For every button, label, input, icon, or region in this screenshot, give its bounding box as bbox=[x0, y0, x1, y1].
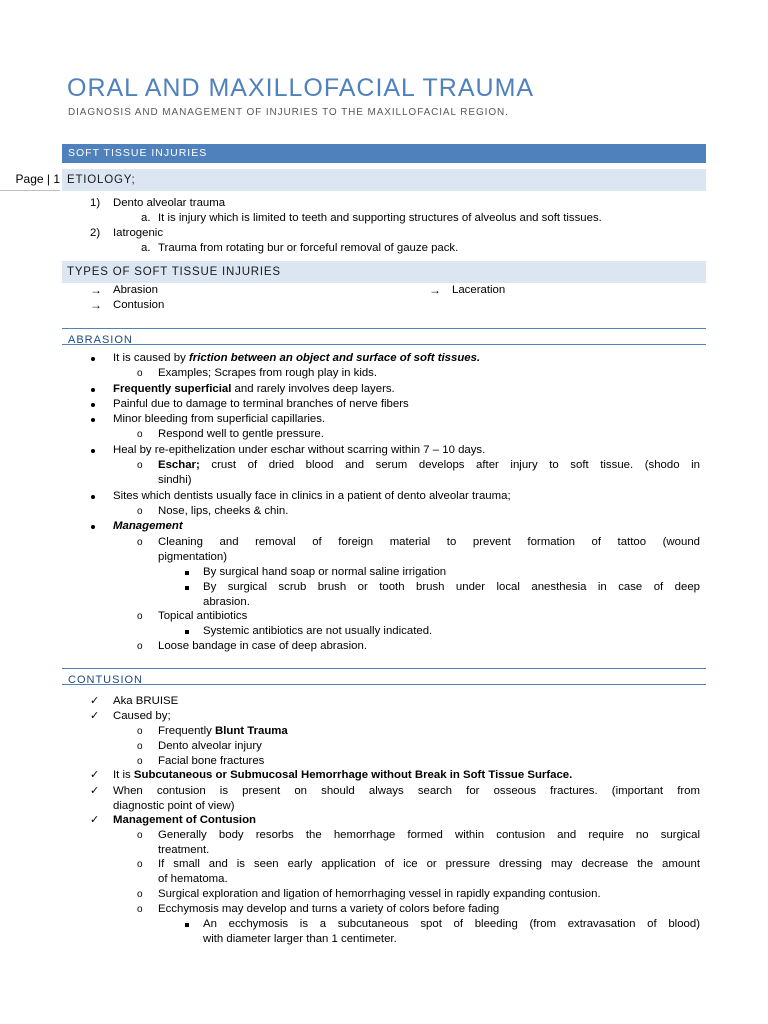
bullet-icon bbox=[91, 495, 95, 499]
page-number-label: Page | 1 bbox=[0, 167, 60, 191]
etiology-heading: ETIOLOGY; bbox=[62, 169, 706, 191]
circle-bullet-icon: o bbox=[137, 506, 143, 517]
square-bullet-icon bbox=[185, 586, 189, 590]
type-item-laceration: Laceration bbox=[452, 284, 506, 296]
square-bullet-icon bbox=[185, 923, 189, 927]
bullet-icon bbox=[91, 388, 95, 392]
contusion-ecchymosis-definition-cont: with diameter larger than 1 centimeter. bbox=[203, 933, 397, 945]
circle-bullet-icon: o bbox=[137, 537, 143, 548]
circle-bullet-icon: o bbox=[137, 741, 143, 752]
contusion-cause-dento: Dento alveolar injury bbox=[158, 740, 262, 752]
abrasion-bandage: Loose bandage in case of deep abrasion. bbox=[158, 640, 367, 652]
contusion-ice: If small and is seen early application of ice or pressure dressing may decrease the amount bbox=[158, 858, 700, 870]
contusion-management-heading: Management of Contusion bbox=[113, 814, 257, 826]
abrasion-sites-list: Nose, lips, cheeks & chin. bbox=[158, 505, 289, 517]
check-icon: ✓ bbox=[90, 769, 100, 781]
abrasion-painful: Painful due to damage to terminal branches of nerve fibers bbox=[113, 398, 409, 410]
circle-bullet-icon: o bbox=[137, 756, 143, 767]
etiology-subitem-dento-definition: It is injury which is limited to teeth and supporting structures of alveolus and soft tissues. bbox=[158, 212, 602, 224]
check-icon: ✓ bbox=[90, 710, 100, 722]
circle-bullet-icon: o bbox=[137, 460, 143, 471]
circle-bullet-icon: o bbox=[137, 889, 143, 900]
etiology-subitem-iatrogenic-definition: Trauma from rotating bur or forceful removal of gauze pack. bbox=[158, 242, 459, 254]
abrasion-heal: Heal by re-epithelization under eschar without scarring within 7 – 10 days. bbox=[113, 444, 486, 456]
abrasion-cleaning-cont: pigmentation) bbox=[158, 551, 228, 563]
circle-bullet-icon: o bbox=[137, 904, 143, 915]
list-letter: a. bbox=[141, 242, 151, 254]
circle-bullet-icon: o bbox=[137, 859, 143, 870]
circle-bullet-icon: o bbox=[137, 726, 143, 737]
section-heading-soft-tissue-injuries: SOFT TISSUE INJURIES bbox=[62, 144, 706, 163]
abrasion-examples: Examples; Scrapes from rough play in kids. bbox=[158, 367, 378, 379]
contusion-heading: CONTUSION bbox=[62, 668, 706, 685]
abrasion-superficial: Frequently superficial and rarely involves deep layers. bbox=[113, 383, 395, 395]
abrasion-bleeding: Minor bleeding from superficial capillaries. bbox=[113, 413, 326, 425]
etiology-item-iatrogenic: Iatrogenic bbox=[113, 227, 164, 239]
document-subtitle: DIAGNOSIS AND MANAGEMENT OF INJURIES TO THE MAXILLOFACIAL REGION. bbox=[68, 107, 509, 118]
abrasion-management-heading: Management bbox=[113, 520, 183, 532]
contusion-cause-facial: Facial bone fractures bbox=[158, 755, 265, 767]
contusion-ligation: Surgical exploration and ligation of hemorrhaging vessel in rapidly expanding contusion. bbox=[158, 888, 601, 900]
abrasion-scrub-brush: By surgical scrub brush or tooth brush under local anesthesia in case of deep bbox=[203, 581, 700, 593]
list-number: 1) bbox=[90, 197, 101, 209]
type-item-abrasion: Abrasion bbox=[113, 284, 158, 296]
bullet-icon bbox=[91, 525, 95, 529]
abrasion-cause: It is caused by friction between an object and surface of soft tissues. bbox=[113, 352, 481, 364]
contusion-resorbs-cont: treatment. bbox=[158, 844, 210, 856]
arrow-right-icon: → bbox=[90, 298, 102, 312]
bullet-icon bbox=[91, 418, 95, 422]
abrasion-respond: Respond well to gentle pressure. bbox=[158, 428, 324, 440]
contusion-cause-blunt: Frequently Blunt Trauma bbox=[158, 725, 288, 737]
types-heading: TYPES OF SOFT TISSUE INJURIES bbox=[62, 261, 706, 283]
circle-bullet-icon: o bbox=[137, 830, 143, 841]
contusion-resorbs: Generally body resorbs the hemorrhage formed within contusion and require no surgical bbox=[158, 829, 700, 841]
abrasion-hand-soap: By surgical hand soap or normal saline irrigation bbox=[203, 566, 447, 578]
circle-bullet-icon: o bbox=[137, 429, 143, 440]
abrasion-eschar: Eschar; crust of dried blood and serum develops after injury to soft tissue. (shodo in bbox=[158, 459, 700, 471]
bullet-icon bbox=[91, 403, 95, 407]
circle-bullet-icon: o bbox=[137, 368, 143, 379]
contusion-ecchymosis: Ecchymosis may develop and turns a variety of colors before fading bbox=[158, 903, 500, 915]
contusion-ecchymosis-definition: An ecchymosis is a subcutaneous spot of bleeding (from extravasation of blood) bbox=[203, 918, 700, 930]
bullet-icon bbox=[91, 449, 95, 453]
circle-bullet-icon: o bbox=[137, 611, 143, 622]
check-icon: ✓ bbox=[90, 785, 100, 797]
contusion-definition: It is Subcutaneous or Submucosal Hemorrhage without Break in Soft Tissue Surface. bbox=[113, 769, 573, 781]
abrasion-eschar-cont: sindhi) bbox=[158, 474, 192, 486]
document-title: ORAL AND MAXILLOFACIAL TRAUMA bbox=[67, 74, 535, 102]
contusion-caused-by: Caused by; bbox=[113, 710, 171, 722]
square-bullet-icon bbox=[185, 630, 189, 634]
contusion-ice-cont: of hematoma. bbox=[158, 873, 228, 885]
check-icon: ✓ bbox=[90, 695, 100, 707]
abrasion-cleaning: Cleaning and removal of foreign material to prevent formation of tattoo (wound bbox=[158, 536, 700, 548]
type-item-contusion: Contusion bbox=[113, 299, 165, 311]
etiology-item-dento-alveolar: Dento alveolar trauma bbox=[113, 197, 226, 209]
bullet-icon bbox=[91, 357, 95, 361]
contusion-aka: Aka BRUISE bbox=[113, 695, 179, 707]
contusion-osseous-cont: diagnostic point of view) bbox=[113, 800, 235, 812]
contusion-osseous: When contusion is present on should always search for osseous fractures. (important from bbox=[113, 785, 700, 797]
square-bullet-icon bbox=[185, 571, 189, 575]
check-icon: ✓ bbox=[90, 814, 100, 826]
abrasion-heading: ABRASION bbox=[62, 328, 706, 345]
list-letter: a. bbox=[141, 212, 151, 224]
abrasion-sites: Sites which dentists usually face in clinics in a patient of dento alveolar trauma; bbox=[113, 490, 511, 502]
abrasion-topical-antibiotics: Topical antibiotics bbox=[158, 610, 248, 622]
abrasion-scrub-brush-cont: abrasion. bbox=[203, 596, 250, 608]
list-number: 2) bbox=[90, 227, 101, 239]
arrow-right-icon: → bbox=[90, 283, 102, 297]
abrasion-systemic-antibiotics: Systemic antibiotics are not usually indicated. bbox=[203, 625, 433, 637]
circle-bullet-icon: o bbox=[137, 641, 143, 652]
arrow-right-icon: → bbox=[429, 283, 441, 297]
